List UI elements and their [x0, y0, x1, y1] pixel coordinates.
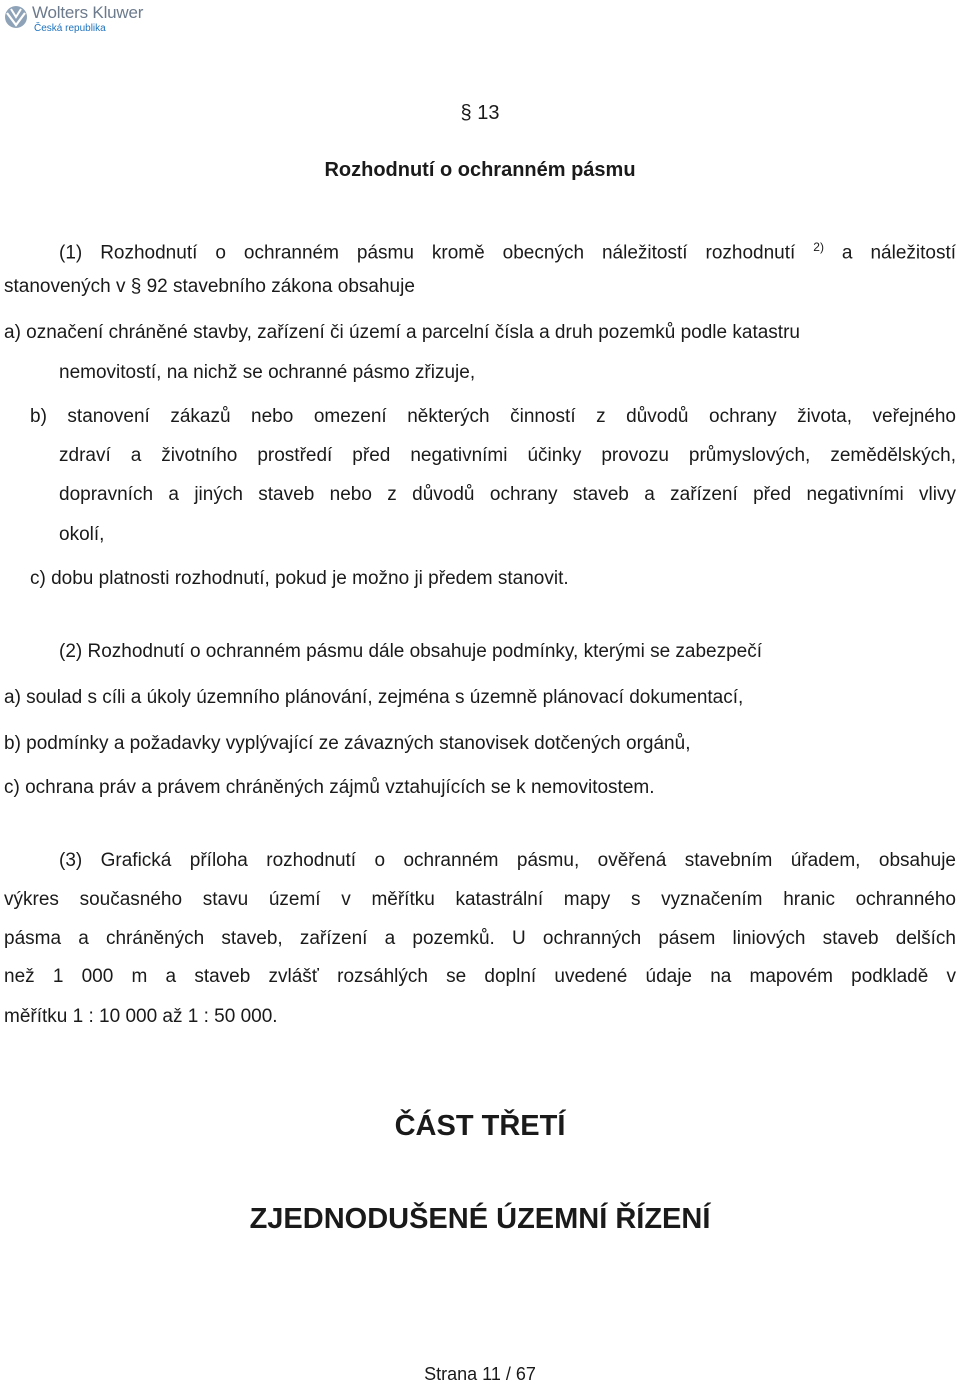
part-title: ČÁST TŘETÍ	[394, 1110, 566, 1142]
p1-item-a-line1: a) označení chráněné stavby, zařízení či území a parcelní čísla a druh pozemků podle katastru	[4, 322, 800, 343]
p2-item-a: a) soulad s cíli a úkoly územního plánování, zejména s územně plánovací dokumentací,	[4, 687, 744, 708]
section-number: § 13	[460, 102, 500, 124]
page-number: Strana 11 / 67	[424, 1364, 536, 1384]
logo-subtitle: Česká republika	[34, 23, 106, 34]
p1-line1	[59, 235, 956, 265]
p1-line1-text-end: a náležitostí	[823, 242, 957, 264]
p1-line2: stanovených v § 92 stavebního zákona obsahuje	[4, 276, 415, 297]
part-subtitle: ZJEDNODUŠENÉ ÚZEMNÍ ŘÍZENÍ	[249, 1203, 711, 1235]
p2-line1: (2) Rozhodnutí o ochranném pásmu dále obsahuje podmínky, kterými se zabezpečí	[59, 641, 763, 662]
p1-item-a-line2: nemovitostí, na nichž se ochranné pásmo zřizuje,	[59, 362, 476, 383]
p1-item-b-line4: okolí,	[59, 524, 105, 545]
p3-line1: (3) Grafická příloha rozhodnutí o ochranném pásmu, ověřená stavebním úřadem, obsahuje	[59, 850, 956, 871]
p1-item-b-line3: dopravních a jiných staveb nebo z důvodů ochrany staveb a zařízení před negativními vlivy	[59, 484, 956, 505]
logo-name: Wolters Kluwer	[32, 3, 144, 22]
section-title: Rozhodnutí o ochranném pásmu	[324, 159, 636, 181]
p3-line2: výkres současného stavu území v měřítku katastrální mapy s vyznačením hranic ochranného	[4, 889, 956, 910]
p2-item-c: c) ochrana práv a právem chráněných zájmů vztahujících se k nemovitostem.	[4, 777, 655, 798]
p1-item-b-line2: zdraví a životního prostředí před negativními účinky provozu průmyslových, zemědělských,	[59, 445, 956, 466]
p3-line3: pásma a chráněných staveb, zařízení a pozemků. U ochranných pásem liniových staveb delších	[4, 928, 956, 949]
p1-item-b-line1: b) stanovení zákazů nebo omezení některých činností z důvodů ochrany života, veřejného	[30, 406, 956, 427]
p3-line5: měřítku 1 : 10 000 až 1 : 50 000.	[4, 1006, 278, 1027]
p1-line1-text: (1) Rozhodnutí o ochranném pásmu kromě obecných náležitostí rozhodnutí	[59, 242, 796, 264]
p3-line4: než 1 000 m a staveb zvlášť rozsáhlých se doplní uvedené údaje na mapovém podkladě v	[4, 966, 956, 987]
footnote-ref: 2)	[813, 240, 824, 254]
globe-logo-icon	[4, 5, 28, 29]
p1-item-c: c) dobu platnosti rozhodnutí, pokud je možno ji předem stanovit.	[30, 568, 569, 589]
p2-item-b: b) podmínky a požadavky vyplývající ze závazných stanovisek dotčených orgánů,	[4, 733, 691, 754]
